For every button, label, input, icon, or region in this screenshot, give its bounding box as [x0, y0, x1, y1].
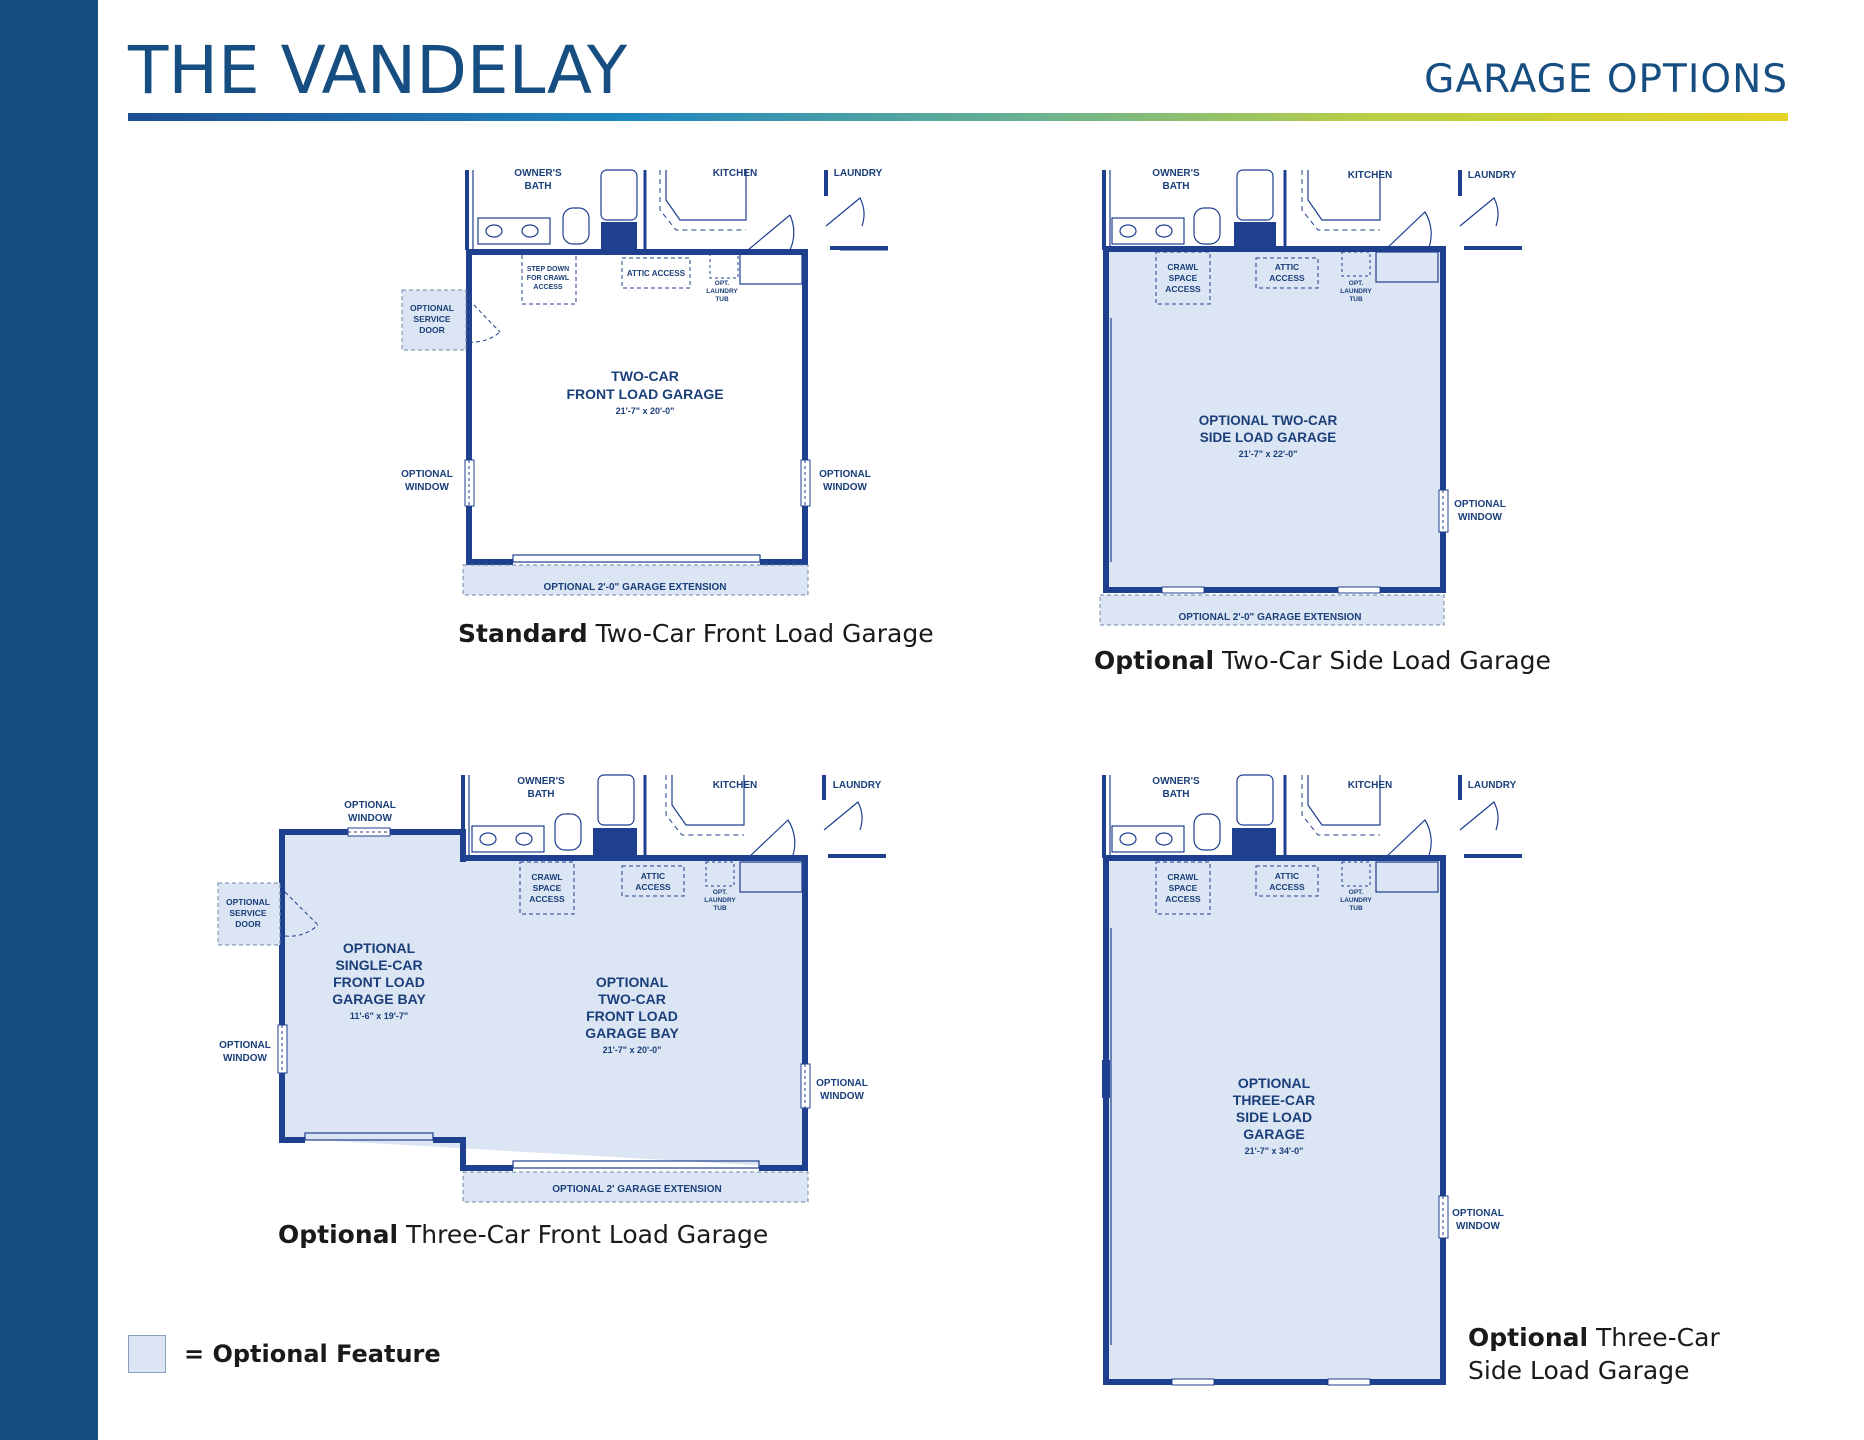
owners-bath-label-2: BATH: [1162, 181, 1190, 192]
two-car-bay-dimension: 21'-7" x 20'-0": [602, 1045, 662, 1055]
garage-name-label: OPTIONAL: [1237, 1075, 1311, 1091]
window-right-label-2: WINDOW: [1456, 1221, 1500, 1232]
single-bay-dimension: 11'-6" x 19'-7": [349, 1011, 409, 1021]
kitchen-label: KITCHEN: [712, 780, 758, 791]
page-title: THE VANDELAY: [128, 32, 628, 109]
laundry-label: LAUNDRY: [833, 168, 883, 179]
caption-rest: Two-Car Front Load Garage: [587, 619, 934, 648]
laundry-label: LAUNDRY: [1467, 170, 1517, 181]
attic-access-label: ATTIC: [1274, 262, 1300, 272]
owners-bath-label: OWNER'S: [517, 776, 565, 787]
window-right-label: OPTIONAL: [1454, 499, 1506, 510]
laundry-tub-label: OPT.: [1348, 889, 1364, 896]
window-left-label-2: WINDOW: [223, 1053, 267, 1064]
two-car-bay-label-4: GARAGE BAY: [585, 1025, 679, 1041]
garage-name-label: TWO-CAR: [611, 368, 679, 384]
laundry-tub-label: OPT.: [712, 889, 728, 896]
extension-label: OPTIONAL 2'-0" GARAGE EXTENSION: [1178, 612, 1362, 623]
caption-optional-three-car-side: [1468, 1322, 1720, 1387]
window-right-label: OPTIONAL: [819, 469, 871, 480]
laundry-tub-label-3: TUB: [1349, 296, 1363, 303]
laundry-tub-label-2: LAUNDRY: [1340, 897, 1372, 904]
caption-bold: Optional: [1094, 646, 1215, 675]
garage-name-label-3: SIDE LOAD: [1235, 1109, 1313, 1125]
service-door-label: OPTIONAL: [226, 897, 270, 907]
owners-bath-label: OWNER'S: [1152, 168, 1200, 179]
garage-dimension-label: 21'-7" x 34'-0": [1244, 1146, 1304, 1156]
owners-bath-label-2: BATH: [527, 789, 555, 800]
window-left-label: OPTIONAL: [219, 1040, 271, 1051]
attic-access-label-2: ACCESS: [635, 882, 671, 892]
laundry-tub-label: OPT.: [1348, 280, 1364, 287]
two-car-bay-label: OPTIONAL: [595, 974, 669, 990]
extension-label: OPTIONAL 2'-0" GARAGE EXTENSION: [543, 582, 727, 593]
window-right-label-2: WINDOW: [820, 1091, 864, 1102]
single-bay-label-3: FRONT LOAD: [333, 974, 425, 990]
window-right-label: OPTIONAL: [816, 1078, 868, 1089]
owners-bath-label: OWNER'S: [1152, 776, 1200, 787]
service-door-label-3: DOOR: [419, 325, 445, 335]
garage-name-label-2: THREE-CAR: [1232, 1092, 1316, 1108]
window-left-label: OPTIONAL: [401, 469, 453, 480]
window-right-label-2: WINDOW: [823, 482, 867, 493]
kitchen-label: KITCHEN: [1347, 170, 1393, 181]
step-down-label: STEP DOWN: [526, 266, 570, 273]
caption-bold: Optional: [278, 1220, 399, 1249]
service-door-label-2: SERVICE: [413, 314, 451, 324]
kitchen-label: KITCHEN: [1347, 780, 1393, 791]
laundry-tub-label-3: TUB: [713, 905, 727, 912]
caption-bold: Optional: [1468, 1323, 1589, 1352]
extension-label: OPTIONAL 2' GARAGE EXTENSION: [552, 1184, 722, 1195]
caption-rest: Three-Car: [1588, 1323, 1720, 1352]
two-car-bay-label-2: TWO-CAR: [598, 991, 666, 1007]
attic-access-label: ATTIC: [640, 871, 666, 881]
legend: [128, 1335, 441, 1373]
caption-line-1: [1468, 1322, 1720, 1355]
window-right-label: OPTIONAL: [1452, 1208, 1504, 1219]
kitchen-label: KITCHEN: [712, 168, 758, 179]
window-left-label-2: WINDOW: [405, 482, 449, 493]
attic-access-label: ATTIC: [1274, 871, 1300, 881]
service-door-label-3: DOOR: [235, 919, 261, 929]
garage-dimension-label: 21'-7" x 22'-0": [1238, 449, 1298, 459]
window-top-label: OPTIONAL: [344, 800, 396, 811]
crawl-space-label-3: ACCESS: [1165, 894, 1201, 904]
crawl-space-label: CRAWL: [1167, 872, 1199, 882]
laundry-tub-label: OPT.: [714, 280, 730, 287]
owners-bath-label-2: BATH: [1162, 789, 1190, 800]
caption-rest: Three-Car Front Load Garage: [398, 1220, 769, 1249]
crawl-space-label-3: ACCESS: [529, 894, 565, 904]
single-bay-label-2: SINGLE-CAR: [335, 957, 423, 973]
caption-line-2: Side Load Garage: [1468, 1355, 1690, 1385]
window-top-label-2: WINDOW: [348, 813, 392, 824]
window-right-label-2: WINDOW: [1458, 512, 1502, 523]
laundry-tub-label-3: TUB: [1349, 905, 1363, 912]
single-bay-label: OPTIONAL: [342, 940, 416, 956]
crawl-space-label: CRAWL: [531, 872, 563, 882]
service-door-label-2: SERVICE: [229, 908, 267, 918]
caption-rest: Two-Car Side Load Garage: [1214, 646, 1551, 675]
crawl-space-label-3: ACCESS: [1165, 284, 1201, 294]
optional-feature-swatch: [128, 1335, 166, 1373]
crawl-space-label-2: SPACE: [1168, 883, 1198, 893]
two-car-bay-label-3: FRONT LOAD: [586, 1008, 678, 1024]
garage-name-label-2: SIDE LOAD GARAGE: [1199, 430, 1337, 445]
laundry-tub-label-3: TUB: [715, 296, 729, 303]
laundry-tub-label-2: LAUNDRY: [704, 897, 736, 904]
step-down-label-3: ACCESS: [533, 284, 563, 291]
caption-bold: Standard: [458, 619, 588, 648]
page-subtitle: GARAGE OPTIONS: [1424, 57, 1788, 102]
garage-dimension-label: 21'-7" x 20'-0": [615, 406, 675, 416]
laundry-tub-label-2: LAUNDRY: [706, 288, 738, 295]
legend-label: = Optional Feature: [184, 1340, 441, 1368]
attic-access-label: ATTIC ACCESS: [626, 269, 686, 278]
owners-bath-label-2: BATH: [524, 181, 552, 192]
garage-name-label: OPTIONAL TWO-CAR: [1198, 413, 1338, 428]
crawl-space-label: CRAWL: [1167, 262, 1199, 272]
owners-bath-label: OWNER'S: [514, 168, 562, 179]
attic-access-label-2: ACCESS: [1269, 273, 1305, 283]
laundry-label: LAUNDRY: [1467, 780, 1517, 791]
laundry-label: LAUNDRY: [832, 780, 882, 791]
step-down-label-2: FOR CRAWL: [526, 275, 570, 282]
garage-name-label-4: GARAGE: [1243, 1126, 1305, 1142]
laundry-tub-label-2: LAUNDRY: [1340, 288, 1372, 295]
crawl-space-label-2: SPACE: [1168, 273, 1198, 283]
service-door-label: OPTIONAL: [410, 303, 454, 313]
garage-name-label-2: FRONT LOAD GARAGE: [566, 386, 724, 402]
attic-access-label-2: ACCESS: [1269, 882, 1305, 892]
single-bay-label-4: GARAGE BAY: [332, 991, 426, 1007]
crawl-space-label-2: SPACE: [532, 883, 562, 893]
